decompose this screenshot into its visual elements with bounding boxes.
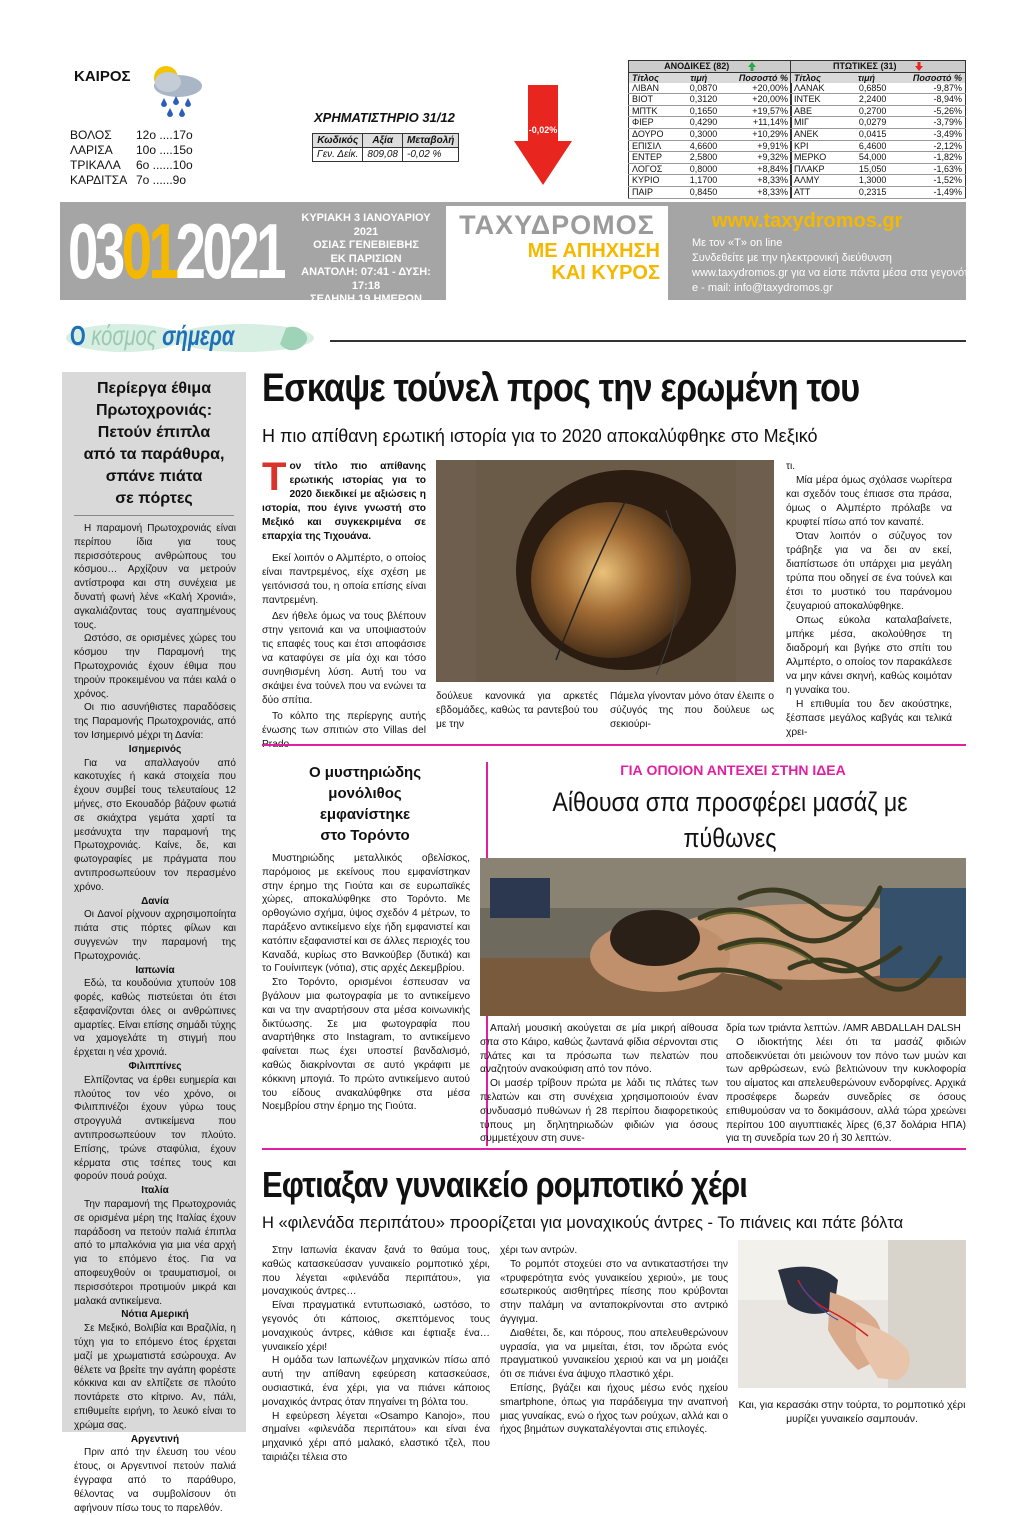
losers-cell: ΜΙΓ [791,117,844,129]
gainers-row [629,94,792,106]
losers-cell: 2,2400 [844,94,890,106]
section-banner [64,320,324,356]
article1-column-1 [262,455,426,754]
gainers-cell: ΚΥΡΙΟ [629,175,678,187]
losers-cell: 0,2315 [844,186,890,198]
gainers-row [629,128,792,140]
article1-paragraph: Δεν ήθελε όμως να τους βλέπουν στην γειτονιά και να υποψιαστούν τις επαφές τους και έτσι αποφάσισε να καταφύγει σε μία όχι και τόσο συνηθισμένη λύση. Αυτή του να σκάψει ένα τούνελ που να ενώνει τα δύο σπίτια. [262,611,426,706]
date-info-line: ΟΣΙΑΣ ΓΕΝΕΒΙΕΒΗΣ [313,239,419,251]
losers-row [791,140,966,152]
losers-cell: 0,6850 [844,83,890,94]
article1-column-4 [786,460,952,740]
date-info [296,212,436,307]
robot-paragraph: Στην Ιαπωνία έκαναν ξανά το θαύμα τους, καθώς κατασκεύασαν γυναικείο ρομποτικό χέρι, που λέγεται «φιλενάδα περιπάτου», για μοναχικούς άντρες… [262,1245,490,1298]
date-day: 03 [68,207,122,295]
losers-row [791,163,966,175]
gainers-cell: ΛΟΓΟΣ [629,163,678,175]
gainers-cell: 1,1700 [677,175,720,187]
weather-city: ΚΑΡΔΙΤΣΑ [70,173,128,187]
losers-cell: ΑΝΕΚ [791,128,844,140]
sidebar-paragraph: Οι πιο ασυνήθιστες παραδόσεις της Παραμονής Πρωτοχρονιάς, από τον Ισημερινό μέχρι τη Δανία: [74,702,236,741]
gainers-cell: +8,33% [720,186,791,198]
gainers-cell: ΜΠΤΚ [629,105,678,117]
gainers-cell: ΕΠΙΣΙΛ [629,140,678,152]
gainers-cell: 0,0870 [677,83,720,94]
losers-cell: -3,79% [889,117,965,129]
snake-massage-photo [480,858,966,1016]
slogan-line: ΜΕ ΑΠΗΧΗΣΗ [527,240,660,262]
sidebar-paragraph: Για να απαλλαγούν από κακοτυχίες ή κακά στοιχεία που έχουν συμβεί τους τελευταίους 12 μήνες, στο Εκουαδόρ βάζουν φωτιά σε σκιάχτρα γεμάτα χαρτί τα μεσάνυχτα την παραμονή της Πρωτοχρονιάς. Καίνε, δε, και φωτογραφίες με πράγματα που αντιπροσωπεύουν τον περασμένο χρόνο. [74,757,236,893]
stock-header: Αξία [363,134,403,148]
robot-paragraph: Διαθέτει, δε, και πόρους, που απελευθερώνουν υγρασία, για να μιμείται, έτσι, τον ιδρώτα ενός πραγματικού γυναικείου χεριού και να μη μοιάζει ότι σε πιάνει ένα άψυχο πλαστικό χέρι. [500,1327,728,1381]
spa-column-1 [480,1022,718,1146]
sidebar-paragraph: Εδώ, τα κουδούνια χτυπούν 108 φορές, καθώς πιστεύεται ότι έτσι εξαφανίζονται όλες οι ανθρώπινες αμαρτίες. Είναι επίσης σημάδι τύχης να χαμογελάτε τη στιγμή που έρχεται η νέα χρονιά. [74,978,236,1059]
article-divider [262,1148,966,1150]
article1-paragraph: Όταν λοιπόν ο σύζυγος τον τράβηξε για να δει αν εκεί, διαπίστωσε ότι υπάρχει μια μεγάλη τρύπα που οδηγεί σε ένα τούνελ και έτσι το μυστικό του παράνομου ζευγαριού αποκαλύφθηκε. [786,531,952,612]
stock-header: Μεταβολή [402,134,458,148]
monolith-body [262,852,470,1114]
monolith-headline-line: στο Τορόντο [320,827,410,844]
website-line: www.taxydromos.gr για να είστε πάντα μέσα στα γεγονότα [692,267,975,279]
robot-subhead: Η «φιλενάδα περιπάτου» προορίζεται για μοναχικούς άντρες - Το πιάνεις και πάτε βόλτα [262,1214,904,1232]
robot-column-2 [500,1244,728,1437]
losers-row [791,186,966,198]
gainers-cell: ΔΟΥΡΟ [629,128,678,140]
section-part2: κόσμος [91,320,157,351]
sidebar-paragraph: Πριν από την έλευση του νέου έτους, οι Αργεντινοί πετούν παλιά έγγραφα από το παράθυρο, θέλοντας να συμβολίσουν ότι αφήνουν πίσω τους το παρελθόν. [74,1447,236,1514]
spa-kicker: ΓΙΑ ΟΠΟΙΟΝ ΑΝΤΕΧΕΙ ΣΤΗΝ ΙΔΕΑ [620,762,846,778]
losers-row [791,128,966,140]
gainers-cell: +19,57% [720,105,791,117]
robot-paragraph: Η εφεύρεση λέγεται «Osampo Kanojo», που σημαίνει «φιλενάδα περιπάτου» και είναι ένα μηχανικό χέρι από μαλακό, ελαστικό τζελ, που ταιριάζει τέλεια στο [262,1410,490,1463]
weather-range: 6ο ......10ο [136,158,193,172]
gainers-cell: 0,3000 [677,128,720,140]
losers-cell: ΑΤΤ [791,186,844,198]
down-arrow-small-icon [915,62,923,71]
gainers-cell: 0,8000 [677,163,720,175]
website-url[interactable]: www.taxydromos.gr [712,210,903,232]
losers-cell: -1,63% [889,163,965,175]
losers-cell: ΑΛΜΥ [791,175,844,187]
monolith-headline-line: μονόλιθος [328,785,402,802]
sidebar-paragraph: Την παραμονή της Πρωτοχρονιάς σε ορισμένα μέρη της Ιταλίας έχουν παράδοση να πετούν παλιά έπιπλα από το μπαλκόνια για μια νέα αρχή για το επόμενο έτος. Για να αποφευχθούν οι τραυματισμοί, οι περισσότεροι προτιμούν μικρά και μαλακά αντικείμενα. [74,1199,236,1307]
gainers-row [629,105,792,117]
stock-cell: Γεν. Δείκ. [313,148,363,162]
sidebar-subhead: Φιλιππίνες [128,1061,182,1073]
article-divider [262,744,966,746]
losers-cell: 0,2700 [844,105,890,117]
gainers-cell: +8,33% [720,175,791,187]
monolith-paragraph: Μυστηριώδης μεταλλικός οβελίσκος, παρόμοιος με εκείνους που εμφανίστηκαν στην έρημο της Γιούτα και σε ευρωπαϊκές χώρες, αποκαλύφθηκε στο Τορόντο. Με ορθογώνιο σχήμα, ύψος σχεδόν 4 μέτρων, το παράξενο αντικείμενο είχε ήδη εμφανιστεί και κατόπιν εξαφανιστεί και σε άλλες περιοχές του Καναδά, κυρίως στο Βανκούβερ (δυτικά) και το Γουίνιπεγκ (νότια), στις αρχές Δεκεμβρίου. [262,853,470,975]
index-change-label: -0,02% [528,125,558,135]
monolith-headline [262,762,468,846]
date-info-line: ΕΚ ΠΑΡΙΣΙΩΝ [330,252,402,265]
losers-header: Τίτλος [791,72,844,83]
losers-cell: -2,12% [889,140,965,152]
gainers-cell: 0,8450 [677,186,720,198]
gainers-table [628,60,792,199]
gainers-cell: ΒΙΟΤ [629,94,678,106]
tunnel-photo [436,460,774,682]
stock-header: Κωδικός [313,134,363,148]
gainers-header: Ποσοστό % [720,72,791,83]
up-arrow-icon [748,62,756,71]
website-line: Με τον «Τ» on line [692,237,783,249]
losers-row [791,152,966,164]
section-part1: Ο [70,320,92,351]
sidebar-paragraph: Ωστόσο, σε ορισμένες χώρες του κόσμου την Παραμονή της Πρωτοχρονιάς έχουν έθιμα που τηρούν προκειμένου να πάει καλά ο χρόνος. [74,633,236,700]
losers-row [791,94,966,106]
gainers-header: τιμή [677,72,720,83]
article1-column-2: δούλευε κανονικά για αρκετές εβδομάδες, καθώς τα ραντεβού του με την [436,691,598,730]
losers-cell: ΛΑΝΑΚ [791,83,844,94]
sidebar-subhead: Δανία [141,895,169,907]
weather-city: ΒΟΛΟΣ [70,128,112,142]
losers-cell: -1,52% [889,175,965,187]
article1-column-3: Πάμελα γίνονταν μόνο όταν έλειπε ο σύζυγός της που δούλευε ως σεκιούρι- [610,691,774,730]
article1-paragraph: τι. [786,461,796,472]
losers-cell: -8,94% [889,94,965,106]
date-month: 01 [121,207,176,295]
weather-range: 12ο ....17ο [136,128,193,142]
gainers-row [629,83,792,94]
gainers-row [629,152,792,164]
losers-cell: ΙΝΤΕΚ [791,94,844,106]
sidebar-paragraph: Ελπίζοντας να έρθει ευημερία και πλούτος τον νέο χρόνο, οι Φιλιππινέζοι έχουν γύρω τους στρογγυλά αντικείμενα που αντιπροσωπεύουν τον πλούτο. Επίσης, τρώνε σταφύλια, έχουν κέρματα στις τσέπες τους και φορούν πουά ρούχα. [74,1074,236,1183]
weather-city: ΛΑΡΙΣΑ [70,143,113,157]
losers-cell: ΑΒΕ [791,105,844,117]
gainers-cell: 0,3120 [677,94,720,106]
gainers-cell: ΛΙΒΑΝ [629,83,678,94]
monolith-headline-line: εμφανίστηκε [319,806,411,823]
losers-cell: -1,49% [889,186,965,198]
article1-paragraph: Οπως εύκολα καταλαβαίνετε, μπήκε μέσα, ακολούθησε τη διαδρομή και βγήκε στο σπίτι του Αλμπέρτο, ο οποίος τον παρακάλεσε να μην κάνει σκηνή, καθώς κοιμόταν η γυναίκα του. [786,615,952,696]
sidebar-headline-line: Πετούν έπιπλα [97,424,211,441]
spa-paragraph: Οι μασέρ τρίβουν πρώτα με λάδι τις πλάτες των πελατών και στη συνέχεια χρησιμοποιούν έναν συνδυασμό πυθώνων ή 28 περίπου διαφορετικούς τύπους μη δηλητηριωδών φιδιών για όσους συμμετέχουν στη συνε- [480,1078,718,1145]
sidebar-paragraph: Οι Δανοί ρίχνουν αχρησιμοποίητα πιάτα στις πόρτες φίλων και συγγενών την παραμονή της Πρωτοχρονιάς. [74,909,236,962]
gainers-row [629,163,792,175]
gainers-cell: ΠΑΙΡ [629,186,678,198]
stock-title: ΧΡΗΜΑΤΙΣΤΗΡΙΟ 31/12 [314,110,455,125]
sidebar-headline-line: Περίεργα έθιμα [96,380,212,397]
gainers-cell: +9,91% [720,140,791,152]
stock-cell: -0,02 % [402,148,458,162]
losers-cell: -5,26% [889,105,965,117]
spa-paragraph: δρία των τριάντα λεπτών. /AMR ABDALLAH DALSH [726,1023,961,1034]
robot-headline: Εφτιαξαν γυναικείο ρομποτικό χέρι [262,1164,748,1205]
sidebar-paragraph: Η παραμονή Πρωτοχρονιάς είναι περίπου ίδια για τους περισσότερους ανθρώπους του κόσμου… Αρχίζουν να μετρούν αντίστροφα και στη συνέχεια με δυνατή φωνή λένε «Καλή Χρονιά», αγκαλιάζοντας τους αγαπημένους τους. [74,523,236,631]
gainers-cell: 4,6600 [677,140,720,152]
stock-index-table [312,133,459,162]
section-part3: σήμερα [156,320,235,351]
slogan-line: ΚΑΙ ΚΥΡΟΣ [551,262,660,284]
robot-paragraph: Η ομάδα των Ιαπωνέζων μηχανικών πίσω από αυτή την απίθανη εφεύρεση κατασκεύασε, ουσιαστικά, ένα χέρι, για να πιάνει κάποιος μοναχικός άντρας όταν πηγαίνει τη βόλτα του. [262,1355,490,1408]
website-line: Συνδεθείτε με την ηλεκτρονική διεύθυνση [692,252,892,264]
losers-cell: ΠΛΑΚΡ [791,163,844,175]
losers-cell: -1,82% [889,152,965,164]
weather-range: 7ο ......9ο [136,173,187,187]
losers-row [791,105,966,117]
sidebar-headline [74,378,234,510]
losers-cell: 1,3000 [844,175,890,187]
article1-paragraph: Το κόλπο της περίεργης αυτής ένωσης των σπιτιών στο Villas del [262,711,426,736]
losers-cell: 0,0415 [844,128,890,140]
gainers-header: Τίτλος [629,72,678,83]
gainers-cell: 0,4290 [677,117,720,129]
monolith-headline-line: Ο μυστηριώδης [308,764,422,781]
date-year: 2021 [175,207,283,295]
sidebar-rule [74,515,234,516]
drop-cap: Τ [262,455,287,499]
article1-paragraph: Εκεί λοιπόν ο Αλμπέρτο, ο οποίος είναι παντρεμένος, είχε σχέση με γειτόνισσά του, η οποία επίσης είναι παντρεμένη. [262,553,426,606]
losers-row [791,175,966,187]
date-info-line: ΚΥΡΙΑΚΗ 3 ΙΑΝΟΥΑΡΙΟΥ 2021 [301,212,431,238]
gainers-cell: +10,29% [720,128,791,140]
article1-paragraph: Η επιθυμία του δεν ακούστηκε, ξέσπασε μεγάλος καβγάς και τελικά χρει- [786,699,952,738]
robot-paragraph: Επίσης, βγάζει και ήχους μέσω ενός ηχείου smartphone, όπως για παράδειγμα την αναπνοή μιας γυναίκας, ενώ ο ήχος των ρούχων, αλλά και ο ήχος βημάτων συγκαταλέγονται στις επιλογές. [500,1382,728,1436]
gainers-cell: 0,1650 [677,105,720,117]
sidebar-headline-line: Πρωτοχρονιάς: [95,402,213,419]
losers-cell: 15,050 [844,163,890,175]
date-info-line: ΣΕΛΗΝΗ 19 ΗΜΕΡΩΝ [310,293,422,305]
sidebar-subhead: Αργεντινή [130,1433,180,1445]
losers-header: Ποσοστό % [889,72,965,83]
weather-range: 10ο ....15ο [136,143,193,157]
section-rule [330,340,966,342]
sidebar-body [74,522,236,1515]
website-info [692,236,975,296]
brand-slogan [510,240,660,284]
gainers-row [629,140,792,152]
losers-table [790,60,966,199]
brand-name: ΤΑΧΥΔΡΟΜΟΣ [459,210,655,240]
losers-header: τιμή [844,72,890,83]
stock-cell: 809,08 [363,148,403,162]
sidebar-subhead: Νότια Αμερική [121,1309,189,1321]
article1-headline: Εσκαψε τούνελ προς την ερωμένη του [262,366,860,410]
robot-photo-caption: Και, για κερασάκι στην τούρτα, το ρομποτικό χέρι μυρίζει γυναικείο σαμπουάν. [738,1399,966,1425]
losers-cell: ΜΕΡΚΟ [791,152,844,164]
website-email[interactable]: e - mail: info@taxydromos.gr [692,282,833,294]
article1-subhead: Η πιο απίθανη ερωτική ιστορία για το 2020 αποκαλύφθηκε στο Μεξικό [262,426,818,446]
spa-headline-line: Αίθουσα σπα προσφέρει μασάζ με πύθωνες [552,787,908,853]
losers-cell: ΚΡΙ [791,140,844,152]
sidebar-headline-line: σπάνε πιάτα [105,468,203,485]
gainers-cell: ΕΝΤΕΡ [629,152,678,164]
losers-cell: 54,000 [844,152,890,164]
gainers-cell: ΦΙΕΡ [629,117,678,129]
spa-paragraph: Ο ιδιοκτήτης λέει ότι τα μασάζ φιδιών αποδεικνύεται ότι μειώνουν τον πόνο των μυών και των αρθρώσεων, ενώ βελτιώνουν την κυκλοφορία του αίματος και απελευθερώνουν ενδορφίνες. Αρχικά προσέφερε δωρεάν συνεδρίες σε όσους επιθυμούσαν να το δοκιμάσουν, αλλά τώρα χρεώνει περίπου 100 αιγυπτιακές λίρες (6,37 δολάρια ΗΠΑ) για τη συνεδρία των 20 ή 30 λεπτών. [726,1036,966,1145]
gainers-title: ΑΝΟΔΙΚΕΣ (82) [664,61,730,71]
sidebar-headline-line: σε πόρτες [115,490,193,507]
robot-paragraph: Είναι πραγματικά εντυπωσιακό, ωστόσο, το γεγονός ότι κάποιος, σκεπτόμενος τους μοναχικούς άντρες, κάθισε και έφτιαξε ένα… γυναικείο χέρι! [262,1300,490,1353]
spa-paragraph: Απαλή μουσική ακούγεται σε μία μικρή αίθουσα σπα στο Κάιρο, καθώς ζωντανά φίδια σέρνονται στις πλάτες και τα πρόσωπα των πελατών που αναζητούν ανακούφιση από τον πόνο. [480,1023,718,1076]
losers-title: ΠΤΩΤΙΚΕΣ (31) [833,61,897,71]
losers-cell: 6,4600 [844,140,890,152]
gainers-cell: +20,00% [720,94,791,106]
robot-paragraph: Το ρομπότ στοχεύει στο να αντικαταστήσει την «τρυφερότητα ενός γυναικείου χεριού», με τους εσωτερικούς αισθητήρες πίεσης που κρύβονται στην παλάμη να ανταποκρίνονται στο αντρικό άγγιγμα. [500,1258,728,1325]
gainers-cell: 2,5800 [677,152,720,164]
spa-column-2 [726,1022,966,1146]
gainers-row [629,186,792,198]
gainers-cell: +9,32% [720,152,791,164]
weather-city: ΤΡΙΚΑΛΑ [70,158,121,172]
losers-row [791,83,966,94]
weather-title: ΚΑΙΡΟΣ [74,68,131,85]
losers-cell: 0,0279 [844,117,890,129]
sidebar-paragraph: Σε Μεξικό, Βολιβία και Βραζιλία, η τύχη για το επόμενο έτος έρχεται μαζί με χρωματιστά εσώρουχα. Αν θέλετε να βρείτε την αγάπη φορέστε κόκκινα και αν ελπίζετε σε πλούτο ποντάρετε στο κίτρινο. Αν, πάλι, επιθυμείτε ειρήνη, το λευκό είναι το χρώμα σας. [74,1323,236,1431]
losers-row [791,117,966,129]
sidebar-subhead: Ισημερινός [128,743,182,755]
weather-forecast [70,128,193,188]
gainers-row [629,117,792,129]
big-date [68,206,283,297]
gainers-row [629,175,792,187]
sidebar-subhead: Ιταλία [141,1185,169,1197]
losers-cell: -3,49% [889,128,965,140]
robot-paragraph: χέρι των αντρών. [500,1245,578,1256]
robot-hand-photo [738,1240,966,1388]
rain-cloud-icon [140,60,212,120]
down-arrow-icon [514,85,572,185]
sidebar-headline-line: από τα παράθυρα, [83,446,225,463]
gainers-cell: +8,84% [720,163,791,175]
losers-cell: -9,87% [889,83,965,94]
article1-paragraph: Μία μέρα όμως σχόλασε νωρίτερα και σχεδόν τους έπιασε στα πράσα, όμως ο Αλμπέρτο πρόλαβε να κρυφτεί πίσω από τον καναπέ. [786,475,952,528]
gainers-cell: +11,14% [720,117,791,129]
article1-lead: ον τίτλο πιο απίθανης ερωτικής ιστορίας για το 2020 διεκδικεί με αξιώσεις η ιστορία, που έγινε γνωστή στο Μεξικό και συγκεκριμένα σε επαρχία της Τιχουάνα. [262,461,426,542]
gainers-cell: +20,00% [720,83,791,94]
date-info-line: ΑΝΑΤΟΛΗ: 07:41 - ΔΥΣΗ: 17:18 [301,266,431,292]
sidebar-subhead: Ιαπωνία [135,964,175,976]
robot-column-1 [262,1244,490,1465]
monolith-paragraph: Στο Τορόντο, ορισμένοι έσπευσαν να βγάλουν μια φωτογραφία με το αντικείμενο και να την αναρτήσουν στα μέσα κοινωνικής δικτύωσης. Σε μια φωτογραφία που αναρτήθηκε στο Instagram, το αντικείμενο φαίνεται πως έχει υποστεί βανδαλισμό, καθώς διακρίνονται σε αυτό γκράφιτι με κόκκινη μπογιά. Το πρώτο αντικείμενο αυτού του είδους ανακαλύφθηκε στα μέσα Νοεμβρίου στην έρημο της Γιούτα. [262,977,470,1113]
